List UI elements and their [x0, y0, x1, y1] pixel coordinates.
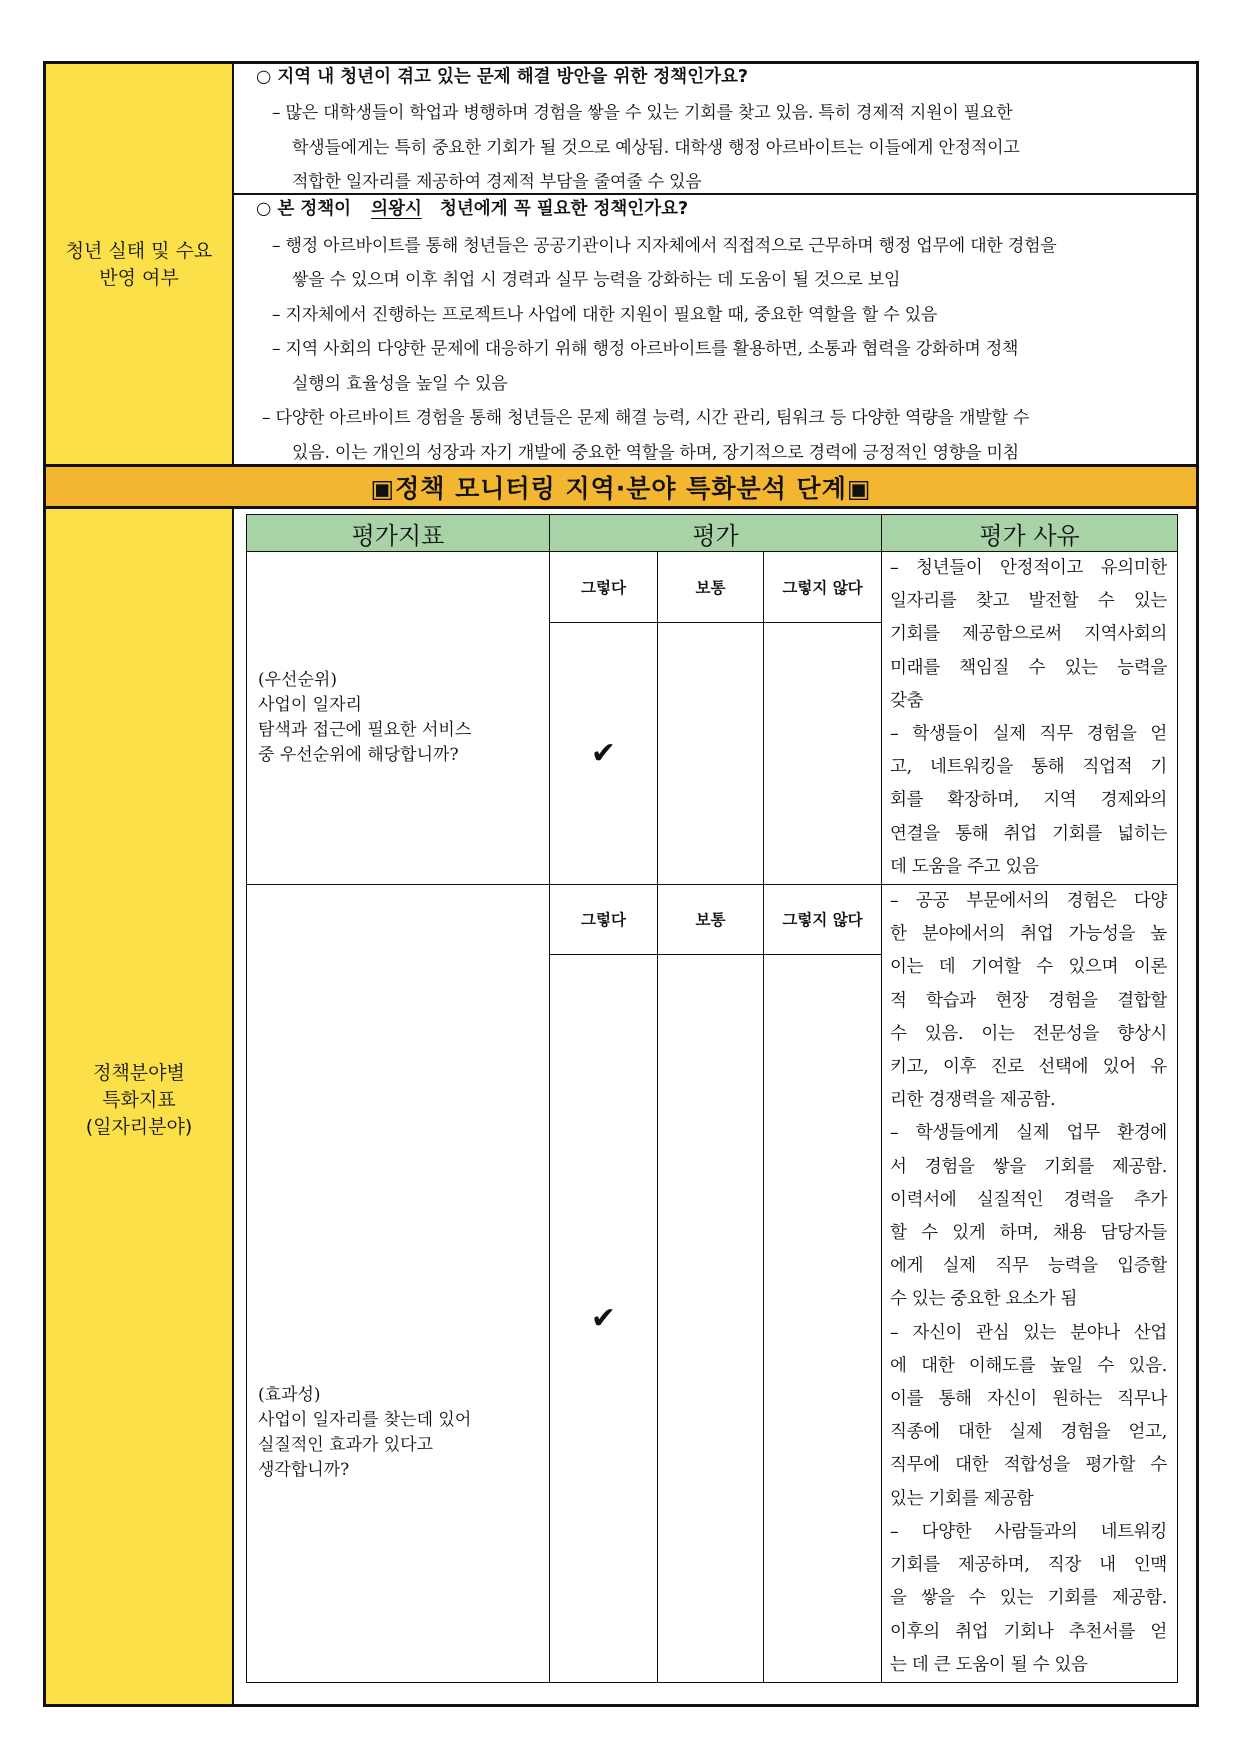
- reason-line: 직종에 대한 실제 경험을 얻고,: [890, 1422, 1168, 1443]
- reason-line: 서 경험을 쌓을 기회를 제공함.: [890, 1156, 1168, 1177]
- q1-line-2: 학생들에게는 특히 중요한 기회가 될 것으로 예상됨. 대학생 행정 아르바이트는 이들에게 안정적이고: [292, 138, 1020, 158]
- reason-line: 회를 확장하며, 지역 경제와의: [890, 790, 1168, 811]
- reason-line: 한 분야에서의 취업 가능성을 높: [890, 924, 1168, 945]
- reason-priority: [882, 552, 1178, 885]
- reason-line: 이는 데 기여할 수 있으며 이론: [890, 957, 1168, 978]
- reason-line: 이를 통해 자신이 원하는 직무나: [890, 1389, 1168, 1410]
- question-2: [256, 196, 688, 222]
- q2-line-2: 쌓을 수 있으며 이후 취업 시 경력과 실무 능력을 강화하는 데 도움이 될 것으로 보임: [292, 270, 901, 290]
- priority-line-4: 중 우선순위에 해당합니까?: [258, 745, 459, 766]
- reason-line: 수 있는 중요한 요소가 됨: [890, 1289, 1078, 1310]
- label-divider: [232, 64, 234, 466]
- section1-label-line1: 청년 실태 및 수요: [65, 240, 213, 262]
- section1-divider: [234, 193, 1196, 195]
- section1-label-line2: 반영 여부: [99, 267, 179, 289]
- priority-line-2: 사업이 일자리: [258, 695, 362, 716]
- reason-line: 수 있음. 이는 전문성을 향상시: [890, 1023, 1168, 1044]
- reason-line: 을 쌓을 수 있는 기회를 제공함.: [890, 1588, 1168, 1609]
- reason-line: 기회를 제공함으로써 지역사회의: [890, 624, 1168, 645]
- q1-line-1: – 많은 대학생들이 학업과 병행하며 경험을 쌓을 수 있는 기회를 찾고 있음. 특히 경제적 지원이 필요한: [272, 103, 1013, 123]
- reason-line: 적 학습과 현장 경험을 결합할: [890, 990, 1168, 1011]
- reason-line: 데 도움을 주고 있음: [890, 856, 1039, 877]
- q2-line-7: 있음. 이는 개인의 성장과 자기 개발에 중요한 역할을 하며, 장기적으로 경력에 긍정적인 영향을 미침: [292, 443, 1019, 463]
- check-effectiveness-no: [764, 954, 882, 1682]
- reason-line: – 학생들에게 실제 업무 환경에: [890, 1123, 1168, 1144]
- option-neutral: 보통: [658, 552, 764, 623]
- section1-label: [46, 64, 232, 466]
- header-evaluation: 평가: [550, 515, 882, 552]
- reason-effectiveness: [882, 885, 1178, 1683]
- option-neutral: 보통: [658, 885, 764, 955]
- option-no: 그렇지 않다: [764, 552, 882, 623]
- q2-suffix: 청년에게 꼭 필요한 정책인가요?: [439, 199, 689, 219]
- reason-line: 이력서에 실질적인 경력을 추가: [890, 1189, 1168, 1210]
- reason-line: 고, 네트워킹을 통해 직업적 기: [890, 757, 1168, 778]
- reason-line: 할 수 있게 하며, 채용 담당자들: [890, 1223, 1168, 1244]
- evaluation-table: [246, 514, 1178, 1683]
- reason-line: – 자신이 관심 있는 분야나 산업: [890, 1322, 1168, 1343]
- reason-line: 갖춤: [890, 690, 924, 711]
- q2-line-6: – 다양한 아르바이트 경험을 통해 청년들은 문제 해결 능력, 시간 관리, 팀워크 등 다양한 역량을 개발할 수: [262, 408, 1030, 428]
- reason-line: 이후의 취업 기회나 추천서를 얻: [890, 1621, 1168, 1642]
- option-yes: 그렇다: [550, 885, 658, 955]
- reason-line: 에 대한 이해도를 높일 수 있음.: [890, 1355, 1168, 1376]
- reason-line: 직무에 대한 적합성을 평가할 수: [890, 1455, 1168, 1476]
- question-1: ○ 지역 내 청년이 겪고 있는 문제 해결 방안을 위한 정책인가요?: [256, 67, 749, 87]
- reason-line: 기회를 제공하며, 직장 내 인맥: [890, 1555, 1168, 1576]
- reason-line: 는 데 큰 도움이 될 수 있음: [890, 1654, 1088, 1675]
- reason-line: 일자리를 찾고 발전할 수 있는: [890, 591, 1168, 612]
- reason-line: 리한 경쟁력을 제공함.: [890, 1090, 1056, 1111]
- option-no: 그렇지 않다: [764, 885, 882, 955]
- effectiveness-line-3: 실질적인 효과가 있다고: [258, 1435, 434, 1456]
- header-reason: 평가 사유: [882, 515, 1178, 552]
- q2-line-1: – 행정 아르바이트를 통해 청년들은 공공기관이나 지자체에서 직접적으로 근무하며 행정 업무에 대한 경험을: [272, 236, 1057, 256]
- section2-label-line1: 정책분야별: [93, 1061, 185, 1084]
- indicator-priority: [247, 552, 550, 885]
- q2-region: 의왕시: [371, 199, 422, 219]
- check-priority-no: [764, 622, 882, 884]
- check-priority-neutral: [658, 622, 764, 884]
- q2-line-3: – 지자체에서 진행하는 프로젝트나 사업에 대한 지원이 필요할 때, 중요한 역할을 할 수 있음: [272, 305, 938, 325]
- effectiveness-line-1: (효과성): [258, 1385, 321, 1406]
- reason-line: – 학생들이 실제 직무 경험을 얻: [890, 724, 1168, 745]
- reason-line: – 다양한 사람들과의 네트워킹: [890, 1521, 1168, 1542]
- reason-line: 에게 실제 직무 능력을 입증할: [890, 1256, 1168, 1277]
- effectiveness-line-2: 사업이 일자리를 찾는데 있어: [258, 1410, 472, 1431]
- reason-line: – 공공 부문에서의 경험은 다양: [890, 891, 1168, 912]
- option-yes: 그렇다: [550, 552, 658, 623]
- reason-line: 미래를 책임질 수 있는 능력을: [890, 657, 1168, 678]
- priority-line-3: 탐색과 접근에 필요한 서비스: [258, 720, 472, 741]
- label-divider-bottom: [232, 507, 234, 1704]
- section-band-title: ▣정책 모니터링 지역·분야 특화분석 단계▣: [46, 464, 1196, 509]
- indicator-effectiveness: [247, 885, 550, 1683]
- reason-line: 연결을 통해 취업 기회를 넓히는: [890, 823, 1168, 844]
- priority-line-1: (우선순위): [258, 670, 337, 691]
- section2-label-line2: 특화지표: [102, 1088, 176, 1111]
- section2-label: [46, 1040, 232, 1160]
- reason-line: – 청년들이 안정적이고 유의미한: [890, 558, 1168, 578]
- q1-line-3: 적합한 일자리를 제공하여 경제적 부담을 줄여줄 수 있음: [292, 172, 702, 192]
- check-priority-yes: ✔: [550, 622, 658, 884]
- header-indicator: 평가지표: [247, 515, 550, 552]
- q2-line-4: – 지역 사회의 다양한 문제에 대응하기 위해 행정 아르바이트를 활용하면, 소통과 협력을 강화하며 정책: [272, 339, 1019, 359]
- section2-label-line3: (일자리분야): [85, 1115, 193, 1138]
- check-effectiveness-yes: ✔: [550, 954, 658, 1682]
- reason-line: 있는 기회를 제공함: [890, 1488, 1034, 1509]
- q2-line-5: 실행의 효율성을 높일 수 있음: [292, 374, 508, 394]
- reason-line: 키고, 이후 진로 선택에 있어 유: [890, 1057, 1168, 1078]
- q2-prefix: ○ 본 정책이: [256, 199, 352, 219]
- effectiveness-line-4: 생각합니까?: [258, 1460, 350, 1481]
- check-effectiveness-neutral: [658, 954, 764, 1682]
